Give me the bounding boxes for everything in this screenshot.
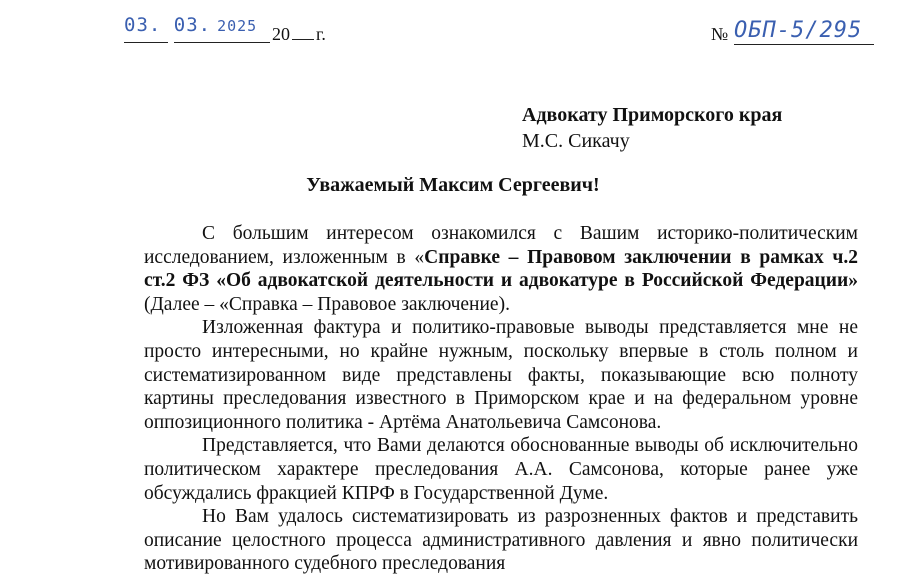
- paragraph-1-document-title: Справке – Правовом заключении в рамках ч.2 ст.2 ФЗ «Об адвокатской деятельности и адвокатуре в Российской Федерации»: [144, 246, 858, 292]
- paragraph-1-outro: (Далее – «Справка – Правовое заключение).: [144, 293, 510, 315]
- date-underline-month: [174, 42, 270, 43]
- number-label: №: [711, 24, 729, 44]
- year-suffix: г.: [316, 24, 326, 44]
- letter-header: [0, 8, 906, 48]
- handwritten-day-month: 03. 03.: [124, 14, 212, 36]
- handwritten-date: [124, 14, 257, 36]
- addressee-title: Адвокату Приморского края: [522, 104, 783, 126]
- salutation: Уважаемый Максим Сергеевич!: [306, 174, 600, 196]
- handwritten-number: ОБП-5/295: [734, 18, 863, 43]
- letter-body: [144, 222, 858, 576]
- number-underline: [734, 44, 874, 45]
- paragraph-1: [144, 222, 858, 316]
- year-prefix: 20: [272, 24, 290, 44]
- year-blank: [292, 25, 314, 40]
- date-underline-day: [124, 42, 168, 43]
- date-year-field: [272, 24, 326, 45]
- paragraph-3: Представляется, что Вами делаются обоснованные выводы об исключительно политическом характере преследования А.А. Самсонова, которые ранее уже обсуждались фракцией КПРФ в Государственной Думе.: [144, 435, 858, 504]
- addressee-block: [522, 102, 782, 154]
- paragraph-4: Но Вам удалось систематизировать из разрозненных фактов и представить описание целостного процесса административного давления и явно политически мотивированного судебного преследования: [144, 506, 858, 575]
- paragraph-2: Изложенная фактура и политико-правовые выводы представляется мне не просто интересными, но крайне нужным, поскольку впервые в столь полном и систематизированном виде представлены факты, показывающие всю полноту картины преследования известного в Приморском крае и на федеральном уровне оппозиционного политика - Артёма Анатольевича Самсонова.: [144, 317, 858, 433]
- handwritten-year: 2025: [217, 17, 258, 35]
- addressee-name: М.С. Сикачу: [522, 130, 630, 152]
- paragraph-1-intro: С большим интересом ознакомился с Вашим историко-политическим исследованием, изложенным в «: [144, 223, 858, 268]
